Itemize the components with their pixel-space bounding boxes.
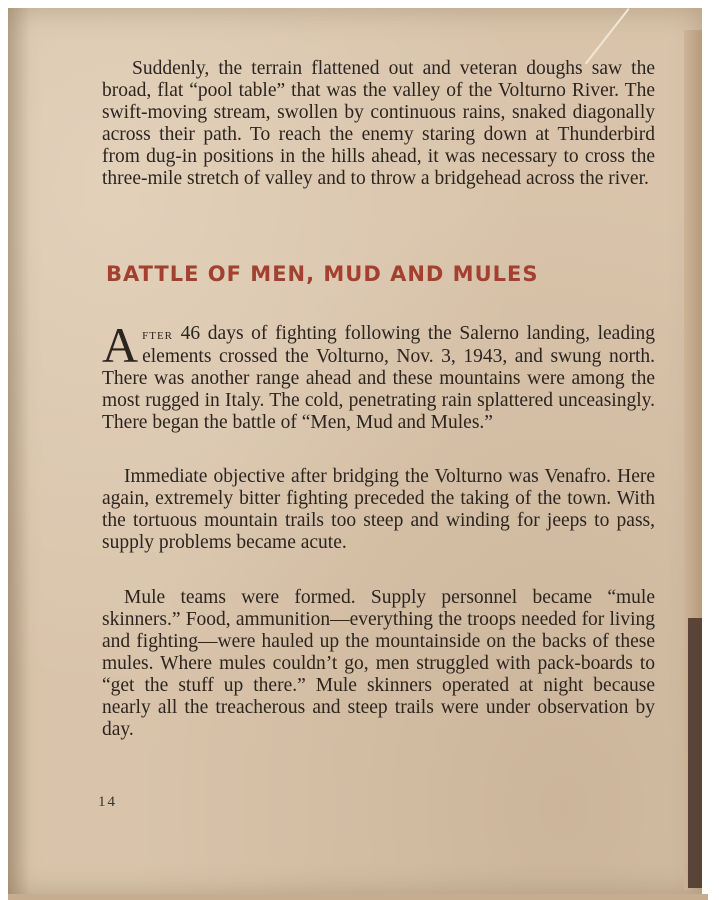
- drop-cap: A: [102, 317, 139, 373]
- section-heading: BATTLE OF MEN, MUD AND MULES: [106, 262, 539, 286]
- paragraph-mules: Mule teams were formed. Supply personnel became “mule skinners.” Food, ammunition—everything the troops needed for living and fighting—were hauled up the mountainside on the backs of these mules. Where mules couldn’t go, men struggled with pack-boards to “get the stuff up there.” Mule skinners operated at night because nearly all the treacherous and steep trails were under observation by day.: [102, 587, 655, 740]
- dark-corner: [688, 618, 702, 888]
- small-caps-word: fter: [142, 327, 174, 343]
- paragraph-intro: Suddenly, the terrain flattened out and veteran doughs saw the broad, flat “pool table” that was the valley of the Volturno River. The swift-moving stream, swollen by continuous rains, snaked diagonally across their path. To reach the enemy staring down at Thunderbird from dug-in positions in the hills ahead, it was necessary to cross the three-mile stretch of valley and to throw a bridgehead across the river.: [102, 58, 655, 189]
- paragraph-venafro: Immediate objective after bridging the Volturno was Venafro. Here again, extremely bitter fighting preceded the taking of the town. With the tortuous mountain trails too steep and winding for jeeps to pass, supply problems became acute.: [102, 466, 655, 553]
- page-crease: [585, 8, 630, 64]
- paragraph-after-text: 46 days of fighting following the Salerno landing, leading elements crossed the Volturno, Nov. 3, 1943, and swung north. There was another range ahead and these mountains were among the most rugged in Italy. The cold, penetrating rain splattered unceasingly. There began the battle of “Men, Mud and Mules.”: [102, 323, 655, 433]
- page-number: 14: [98, 794, 117, 810]
- paragraph-after-days: [102, 317, 655, 434]
- bottom-edge: [8, 894, 708, 900]
